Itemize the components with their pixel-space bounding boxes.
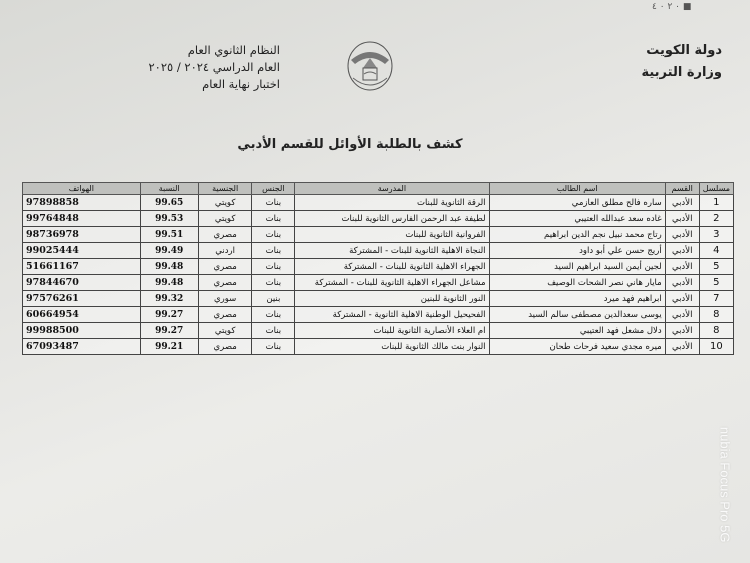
cell-percent: 99.48: [140, 275, 198, 291]
header-section: القسم: [665, 183, 699, 195]
cell-school: الفحيحيل الوطنية الاهلية الثانوية - المشتركة: [295, 307, 489, 323]
cell-name: رتاج محمد نبيل نجم الدين ابراهيم: [489, 227, 665, 243]
cell-school: لطيفة عبد الرحمن الفارس الثانوية للبنات: [295, 211, 489, 227]
cell-phone: 99764848: [23, 211, 141, 227]
table-row: [23, 339, 734, 355]
cell-name: ساره فالح مطلق العازمي: [489, 195, 665, 211]
academic-year: العام الدراسي ٢٠٢٤ / ٢٠٢٥: [148, 60, 280, 74]
cell-gender: بنات: [252, 339, 295, 355]
cell-percent: 99.27: [140, 307, 198, 323]
cell-gender: بنات: [252, 211, 295, 227]
state-name: دولة الكويت: [646, 43, 722, 58]
cell-phone: 99988500: [23, 323, 141, 339]
cell-section: الأدبي: [665, 227, 699, 243]
cell-index: 1: [699, 195, 733, 211]
cell-index: 10: [699, 339, 733, 355]
header-phones: الهواتف: [23, 183, 141, 195]
header-school: المدرسة: [295, 183, 489, 195]
cell-nationality: سوري: [198, 291, 252, 307]
cell-school: مشاعل الجهراء الاهلية الثانوية للبنات - المشتركة: [295, 275, 489, 291]
cell-gender: بنات: [252, 275, 295, 291]
cell-gender: بنات: [252, 259, 295, 275]
cell-nationality: مصري: [198, 259, 252, 275]
cell-school: الفروانية الثانوية للبنات: [295, 227, 489, 243]
cell-index: 8: [699, 307, 733, 323]
cell-nationality: كويتي: [198, 195, 252, 211]
header-left: [40, 42, 280, 93]
cell-index: 7: [699, 291, 733, 307]
cell-nationality: كويتي: [198, 323, 252, 339]
cell-index: 5: [699, 259, 733, 275]
corner-text: ٠ ٢ ٠ ٤ ■: [652, 2, 692, 12]
cell-name: ابراهيم فهد ميرد: [489, 291, 665, 307]
cell-phone: 97576261: [23, 291, 141, 307]
cell-school: ام العلاء الأنصارية الثانوية للبنات: [295, 323, 489, 339]
cell-index: 5: [699, 275, 733, 291]
cell-section: الأدبي: [665, 259, 699, 275]
table-row: [23, 195, 734, 211]
cell-name: دلال مشعل فهد العتيبي: [489, 323, 665, 339]
cell-school: النجاة الاهلية الثانوية للبنات - المشتركة: [295, 243, 489, 259]
table-row: [23, 227, 734, 243]
cell-gender: بنين: [252, 291, 295, 307]
table-row: [23, 243, 734, 259]
table-row: [23, 275, 734, 291]
cell-name: أريج حسن علي أبو داود: [489, 243, 665, 259]
page-title: كشف بالطلبة الأوائل للقسم الأدبي: [237, 137, 463, 152]
cell-school: الرقة الثانوية للبنات: [295, 195, 489, 211]
cell-percent: 99.49: [140, 243, 198, 259]
cell-section: الأدبي: [665, 211, 699, 227]
ministry-name: وزارة التربية: [641, 65, 722, 80]
header-right: [562, 40, 722, 84]
cell-percent: 99.32: [140, 291, 198, 307]
cell-percent: 99.21: [140, 339, 198, 355]
cell-nationality: مصري: [198, 339, 252, 355]
cell-gender: بنات: [252, 243, 295, 259]
cell-percent: 99.65: [140, 195, 198, 211]
cell-percent: 99.53: [140, 211, 198, 227]
cell-name: ميره مجدي سعيد فرحات طحان: [489, 339, 665, 355]
kuwait-emblem-icon: [345, 38, 395, 94]
cell-section: الأدبي: [665, 275, 699, 291]
cell-section: الأدبي: [665, 323, 699, 339]
cell-name: مايار هاني نصر الشحات الوصيف: [489, 275, 665, 291]
cell-gender: بنات: [252, 307, 295, 323]
cell-phone: 97898858: [23, 195, 141, 211]
table-row: [23, 259, 734, 275]
cell-section: الأدبي: [665, 243, 699, 259]
cell-index: 8: [699, 323, 733, 339]
cell-nationality: مصري: [198, 275, 252, 291]
cell-index: 4: [699, 243, 733, 259]
cell-index: 2: [699, 211, 733, 227]
header-gender: الجنس: [252, 183, 295, 195]
cell-percent: 99.48: [140, 259, 198, 275]
header-name: اسم الطالب: [489, 183, 665, 195]
header-nationality: الجنسية: [198, 183, 252, 195]
cell-phone: 67093487: [23, 339, 141, 355]
system-name: النظام الثانوي العام: [187, 43, 280, 57]
table-row: [23, 323, 734, 339]
table-row: [23, 291, 734, 307]
cell-phone: 97844670: [23, 275, 141, 291]
cell-nationality: اردني: [198, 243, 252, 259]
table-body: [23, 195, 734, 355]
header-index: مسلسل: [699, 183, 733, 195]
cell-section: الأدبي: [665, 339, 699, 355]
header-percent: النسبة: [140, 183, 198, 195]
cell-school: النوار بنت مالك الثانوية للبنات: [295, 339, 489, 355]
cell-school: الجهراء الاهلية الثانوية للبنات - المشتركة: [295, 259, 489, 275]
cell-section: الأدبي: [665, 195, 699, 211]
cell-percent: 99.27: [140, 323, 198, 339]
cell-phone: 60664954: [23, 307, 141, 323]
table-row: [23, 211, 734, 227]
cell-section: الأدبي: [665, 307, 699, 323]
cell-index: 3: [699, 227, 733, 243]
cell-name: غاده سعد عبدالله العتيبي: [489, 211, 665, 227]
table-row: [23, 307, 734, 323]
cell-school: النور الثانوية للبنين: [295, 291, 489, 307]
cell-gender: بنات: [252, 323, 295, 339]
table-header-row: [23, 183, 734, 195]
cell-phone: 98736978: [23, 227, 141, 243]
cell-nationality: مصري: [198, 307, 252, 323]
camera-watermark: [700, 400, 740, 550]
cell-nationality: مصري: [198, 227, 252, 243]
cell-name: لجين أيمن السيد ابراهيم السيد: [489, 259, 665, 275]
results-table: [22, 182, 734, 355]
cell-phone: 99025444: [23, 243, 141, 259]
cell-section: الأدبي: [665, 291, 699, 307]
cell-nationality: كويتي: [198, 211, 252, 227]
cell-gender: بنات: [252, 227, 295, 243]
exam-name: اختبار نهاية العام: [202, 77, 280, 91]
cell-percent: 99.51: [140, 227, 198, 243]
cell-phone: 51661167: [23, 259, 141, 275]
watermark-text: nubia Focus Pro 5G: [717, 426, 733, 543]
cell-name: يوسى سعدالدين مصطفى سالم السيد: [489, 307, 665, 323]
cell-gender: بنات: [252, 195, 295, 211]
